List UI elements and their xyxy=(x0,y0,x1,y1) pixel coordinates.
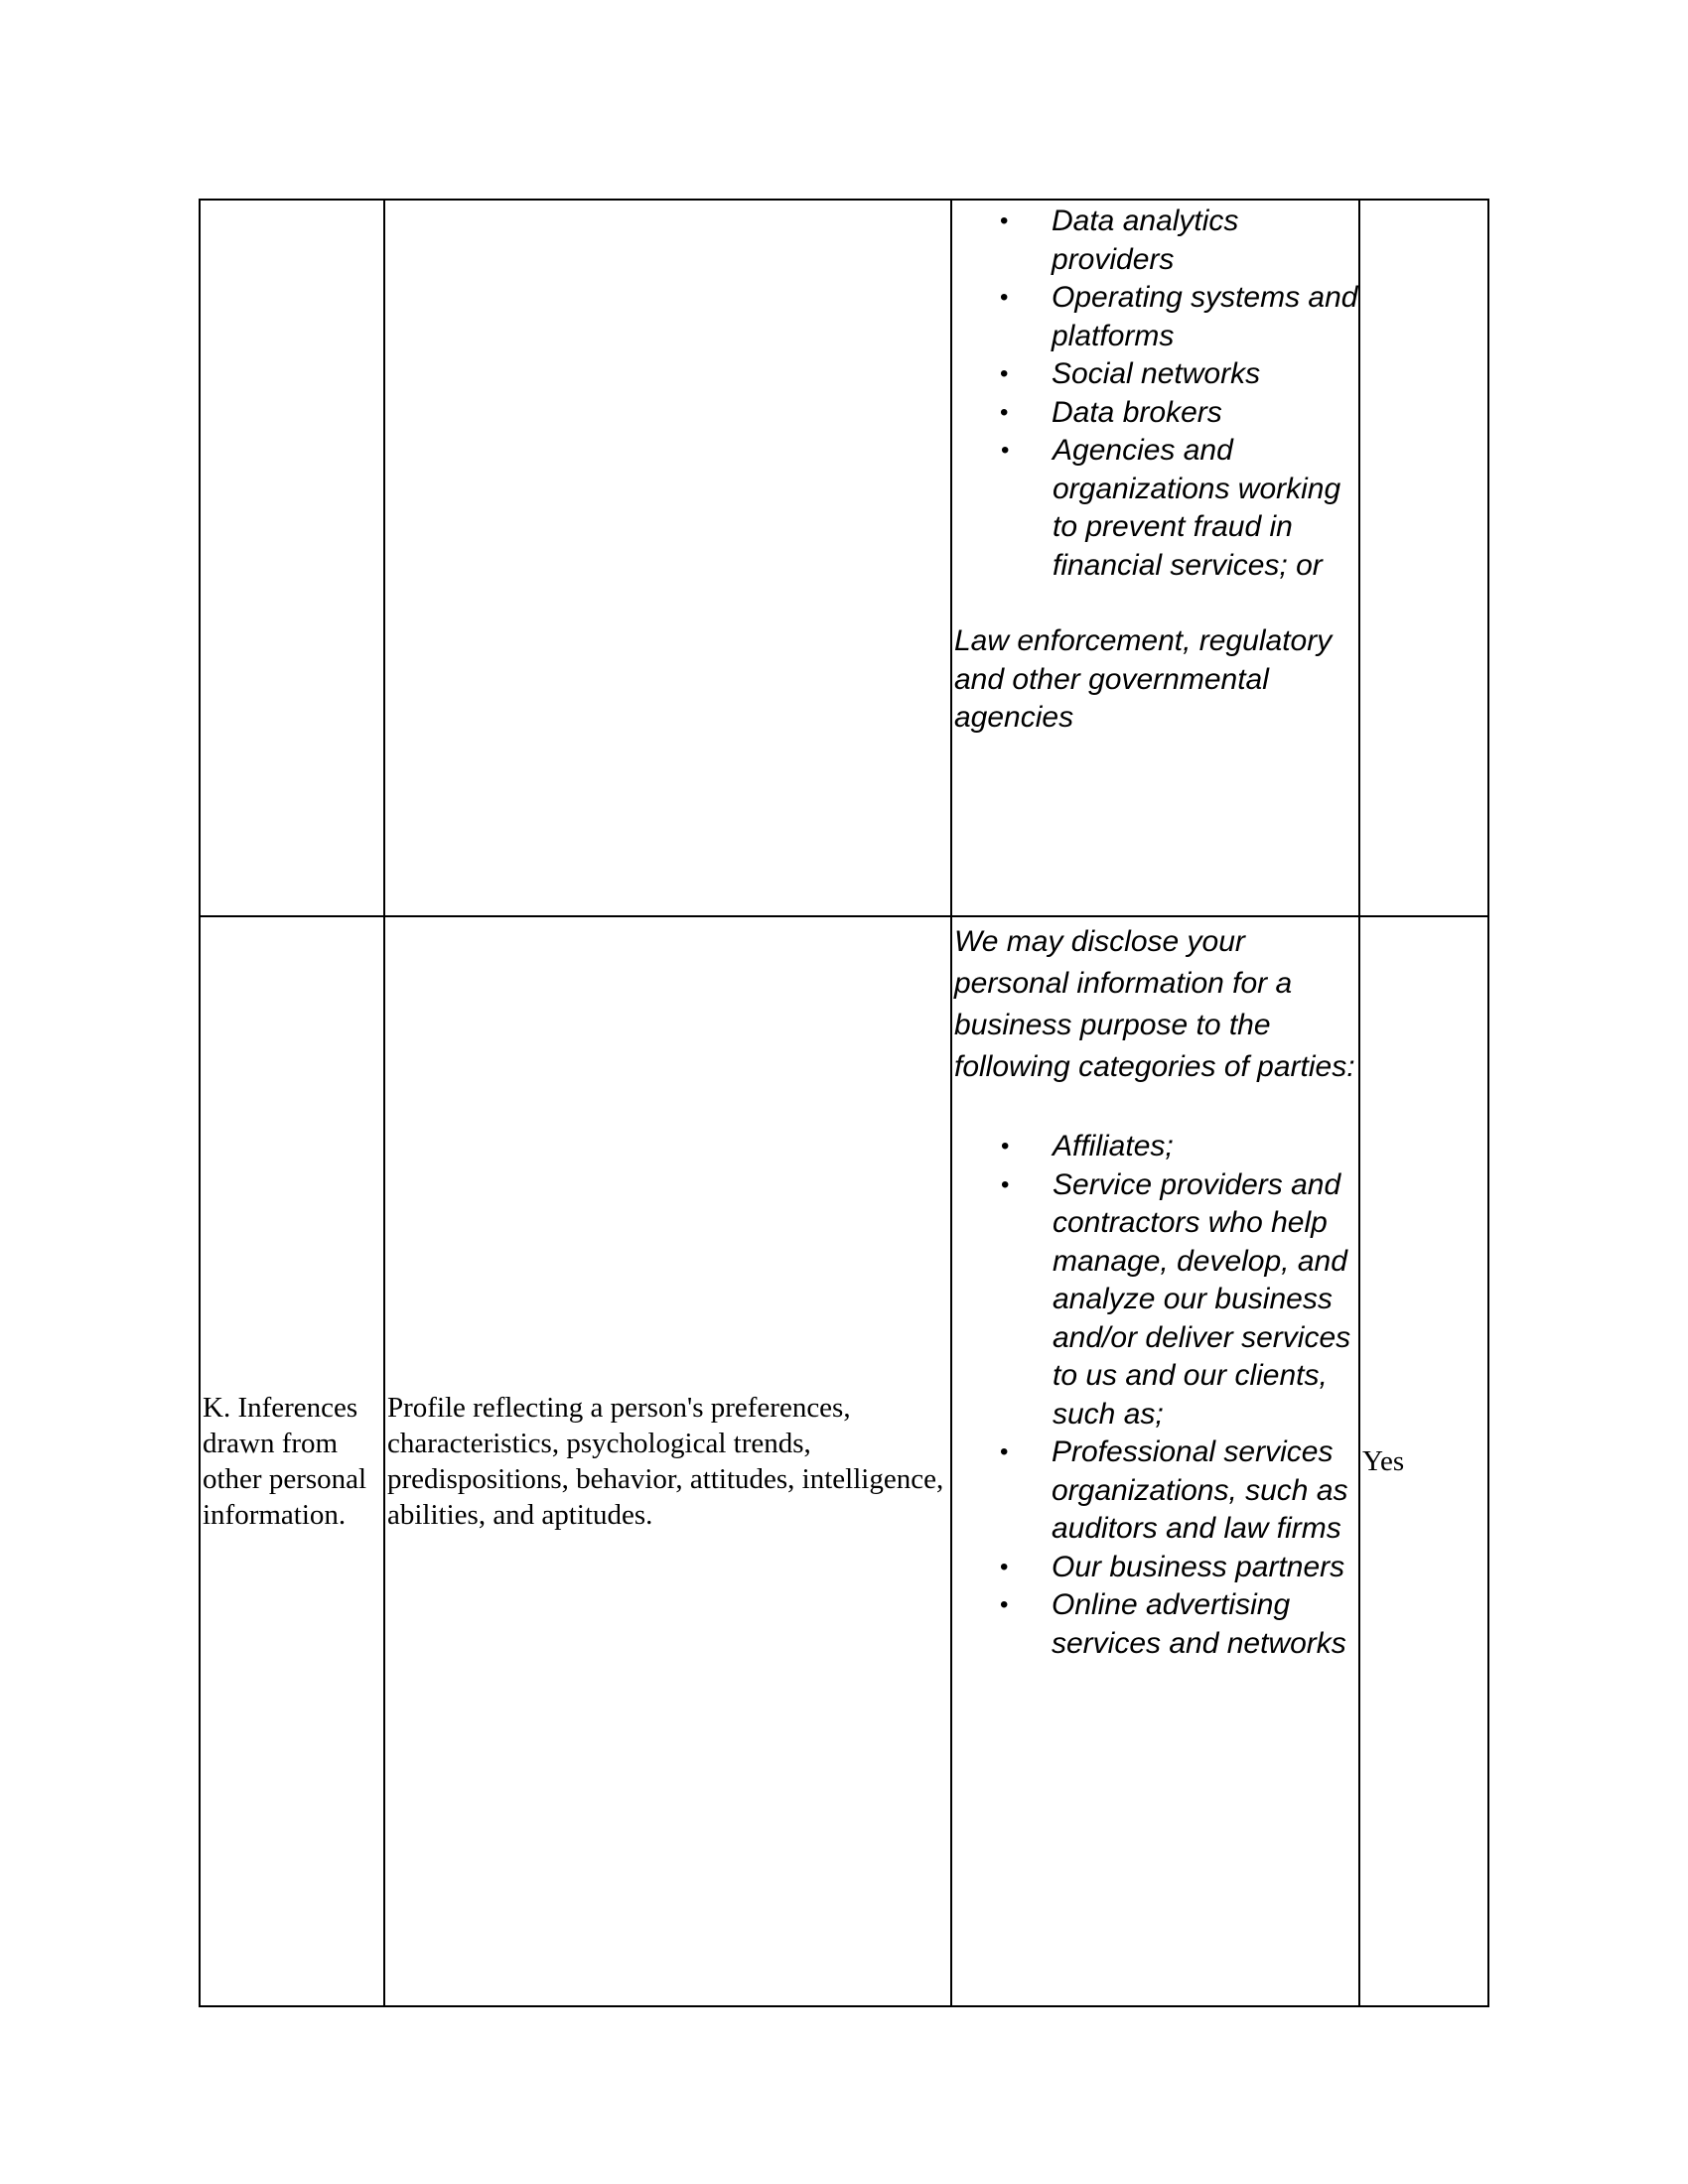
examples-cell xyxy=(384,916,951,2006)
list-item: • Online advertising services and networks xyxy=(1052,1586,1358,1663)
list-item: • Affiliates; xyxy=(1053,1128,1358,1166)
sub-list xyxy=(952,203,1358,432)
category-text: K. Inferences drawn from other personal information. xyxy=(203,1392,367,1531)
category-cell xyxy=(200,200,384,916)
list-item: • Data brokers xyxy=(1052,394,1358,433)
list-item: • Agencies and organizations working to prevent fraud in financial services; or xyxy=(1053,432,1358,585)
list-item: • Service providers and contractors who help manage, develop, and analyze our business and/or deliver services to us and our clients, such as; xyxy=(1053,1166,1358,1434)
list-item: • Social networks xyxy=(1052,355,1358,394)
top-list xyxy=(952,432,1358,585)
disclosure-cell xyxy=(951,200,1359,916)
table-row-k xyxy=(200,916,1488,2006)
examples-cell xyxy=(384,200,951,916)
collected-cell xyxy=(1359,200,1488,916)
personal-information-table xyxy=(199,199,1489,2007)
collected-text: Yes xyxy=(1362,1445,1405,1477)
top-list xyxy=(952,1128,1358,1433)
closing-paragraph: Law enforcement, regulatory and other governmental agencies xyxy=(954,624,1333,734)
examples-text: Profile reflecting a person's preferences, characteristics, psychological trends, predispositions, behavior, attitudes, intelligence, abilities, and aptitudes. xyxy=(387,1392,944,1531)
sub-list xyxy=(952,1433,1358,1663)
list-item: • Our business partners xyxy=(1052,1549,1358,1587)
list-item: • Data analytics providers xyxy=(1052,203,1358,279)
collected-cell xyxy=(1359,916,1488,2006)
category-cell xyxy=(200,916,384,2006)
table-row-continued xyxy=(200,200,1488,916)
disclosure-cell xyxy=(951,916,1359,2006)
list-item: • Professional services organizations, such as auditors and law firms xyxy=(1052,1433,1358,1549)
intro-paragraph: We may disclose your personal information for a business purpose to the following categories of parties: xyxy=(954,925,1355,1083)
list-item: • Operating systems and platforms xyxy=(1052,279,1358,355)
